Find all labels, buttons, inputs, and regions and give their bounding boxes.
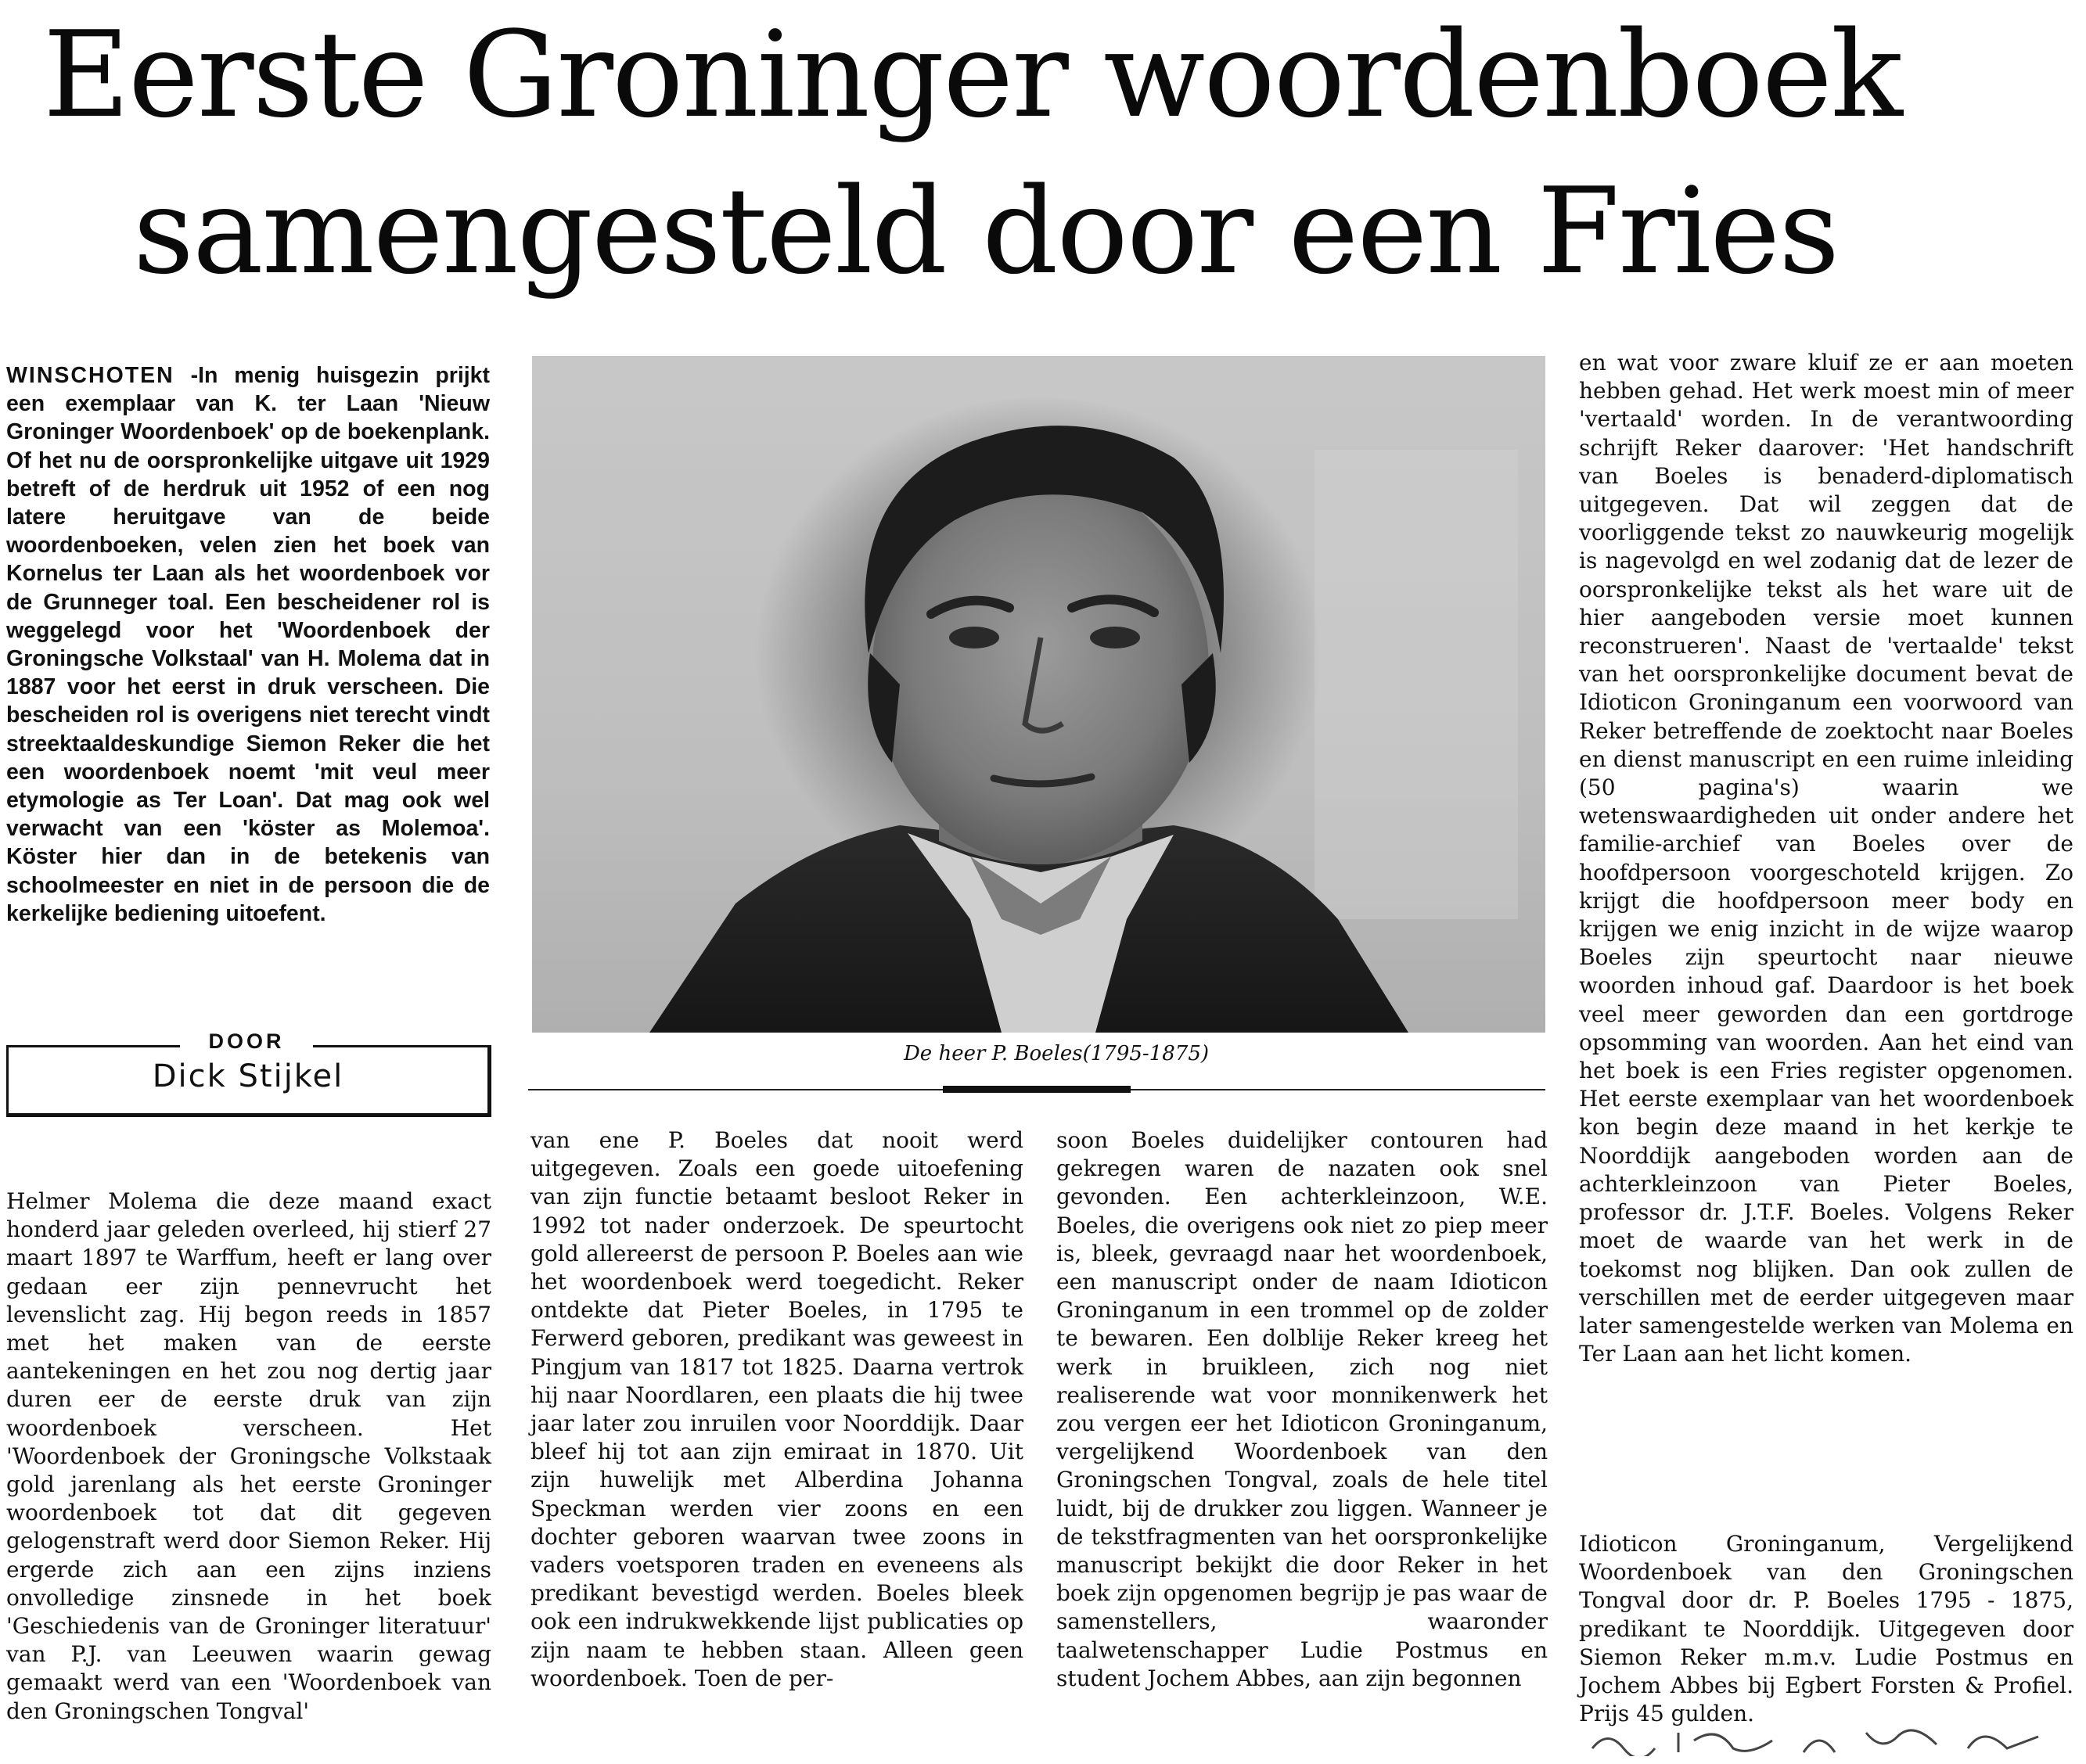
photo-caption: De heer P. Boeles(1795-1875) (903, 1042, 1210, 1065)
dateline: WINSCHOTEN (6, 363, 174, 388)
lead-text: -In menig huisgezin prijkt een exemplaar van K. ter Laan 'Nieuw Groninger Woordenboek' op de boekenplank. Of het nu de oorspronkelijke uitgave uit 1929 betreft of de herdruk uit 1952 of een nog latere heruitgave van de beide woordenboeken, velen zien het boek van Kornelus ter Laan als het woordenboek vor de Grunneger toal. Een bescheidener rol is weggelegd voor het 'Woordenboek der Groningsche Volkstaal' van H. Molema dat in 1887 voor het eerst in druk verscheen. Die bescheiden rol is overigens niet terecht vindt streektaaldeskundige Siemon Reker die het een woordenboek noemt 'mit veul meer etymologie as Ter Loan'. Dat mag ook wel verwacht van een 'köster as Molemoa'. Köster hier dan in de betekenis van schoolmeester en niet in de persoon die de kerkelijke bediening uitoefent. (6, 363, 490, 926)
byline-label: DOOR (180, 1029, 313, 1054)
byline-box (6, 1045, 491, 1117)
portrait-illustration (532, 356, 1545, 1033)
headline-line-1: Eerste Groninger woordenboek (43, 5, 1901, 144)
caption-rule-accent (943, 1086, 1131, 1093)
book-info: Idioticon Groninganum, Vergelijkend Woordenboek van den Groningschen Tongval door dr. P. Boeles 1795 - 1875, predikant te Noorddijk. Uitgegeven door Siemon Reker m.m.v. Ludie Postmus en Jochem Abbes bij Egbert Forsten & Profiel. Prijs 45 gulden. (1579, 1531, 2073, 1727)
byline-name: Dick Stijkel (152, 1058, 344, 1094)
headline-line-2: samengesteld door een Fries (133, 162, 1839, 300)
article-column-3: soon Boeles duidelijker contouren had gekregen waren de nazaten ook snel gevonden. Een achterkleinzoon, W.E. Boeles, die overigens ook niet zo piep meer is, bleek, gevraagd naar het woordenboek, een manuscript onder de naam Idioticon Groninganum in een trommel op de zolder te bewaren. Een dolblije Reker kreeg het werk in bruikleen, zich nog niet realiserende wat voor monnikenwerk het zou vergen eer het Idioticon Groninganum, vergelijkend Woordenboek van den Groningschen Tongval, zoals de hele titel luidt, bij de drukker zou liggen. Wanneer je de tekstfragmenten van het oorspronkelijke manuscript bekijkt die door Reker in het boek zijn opgenomen begrijp je pas waar de samenstellers, waaronder taalwetenschapper Ludie Postmus en student Jochem Abbes, aan zijn begonnen (1056, 1127, 1548, 1691)
lead-paragraph (6, 361, 490, 928)
article-column-2: van ene P. Boeles dat nooit werd uitgegeven. Zoals een goede uitoefening van zijn functie betaamt besloot Reker in 1992 tot nader onderzoek. De speurtocht gold allereerst de persoon P. Boeles aan wie het woordenboek werd toegedicht. Reker ontdekte dat Pieter Boeles, in 1795 te Ferwerd geboren, predikant was geweest in Pingjum van 1817 tot 1825. Daarna vertrok hij naar Noordlaren, een plaats die hij twee jaar later zou inruilen voor Noorddijk. Daar bleef hij tot aan zijn emiraat in 1870. Uit zijn huwelijk met Alberdina Johanna Speckman werden vier zoons en een dochter geboren waarvan twee zoons in vaders voetsporen traden en eveneens als predikant bevestigd werden. Boeles bleek ook een indrukwekkende lijst publicaties op zijn naam te hebben staan. Alleen geen woordenboek. Toen de per- (530, 1127, 1023, 1691)
article-column-1: Helmer Molema die deze maand exact honderd jaar geleden overleed, hij stierf 27 maart 1897 te Warffum, heeft er lang over gedaan eer zijn pennevrucht het levenslicht zag. Hij begon reeds in 1857 met het maken van de eerste aantekeningen en het zou nog dertig jaar duren eer de eerste druk van zijn woordenboek verscheen. Het 'Woordenboek der Groningsche Volkstaak gold jarenlang als het eerste Groninger woordenboek tot dat dit gegeven gelogenstraft werd door Siemon Reker. Hij ergerde zich aan een zijns inziens onvolledige zinsnede in het boek 'Geschiedenis van de Groninger literatuur' van P.J. van Leeuwen waarin gewag gemaakt werd van een 'Woordenboek van den Groningschen Tongval' (6, 1188, 491, 1724)
portrait-photo (532, 356, 1545, 1033)
article-column-4: en wat voor zware kluif ze er aan moeten hebben gehad. Het werk moest min of meer 'vertaald' worden. In de verantwoording schrijft Reker daarover: 'Het handschrift van Boeles is benaderd-diplomatisch uitgegeven. Dat wil zeggen dat de voorliggende tekst zo nauwkeurig mogelijk is nagevolgd en wel zodanig dat de lezer de oorspronkelijke tekst als het ware uit de hier aangeboden versie moet kunnen reconstrueren'. Naast de 'vertaalde' tekst van het oorspronkelijke document bevat de Idioticon Groninganum een voorwoord van Reker betreffende de zoektocht naar Boeles en dienst manuscript en een ruime inleiding (50 pagina's) waarin we wetenswaardigheden uit onder andere het familie-archief van Boeles over de hoofdpersoon voorgeschoteld krijgen. Zo krijgt die hoofdpersoon meer body en krijgen we enig inzicht in de wijze waarop Boeles zijn speurtocht naar nieuwe woorden inhoud gaf. Daardoor is het boek veel meer geworden dan een gortdroge opsomming van woorden. Aan het eind van het boek is een Fries register opgenomen. Het eerste exemplaar van het woordenboek kon begin deze maand in het kerkje te Noorddijk aangeboden worden aan de achterkleinzoon van Pieter Boeles, professor dr. J.T.F. Boeles. Volgens Reker moet de waarde van het werk in de toekomst nog blijken. Dan ook zullen de verschillen met de eerder uitgegeven maar later samengestelde werken van Molema en Ter Laan aan het licht komen. (1579, 350, 2073, 1367)
handwritten-signature (1584, 1725, 2054, 1764)
handwriting-scribble (1584, 1725, 2054, 1756)
